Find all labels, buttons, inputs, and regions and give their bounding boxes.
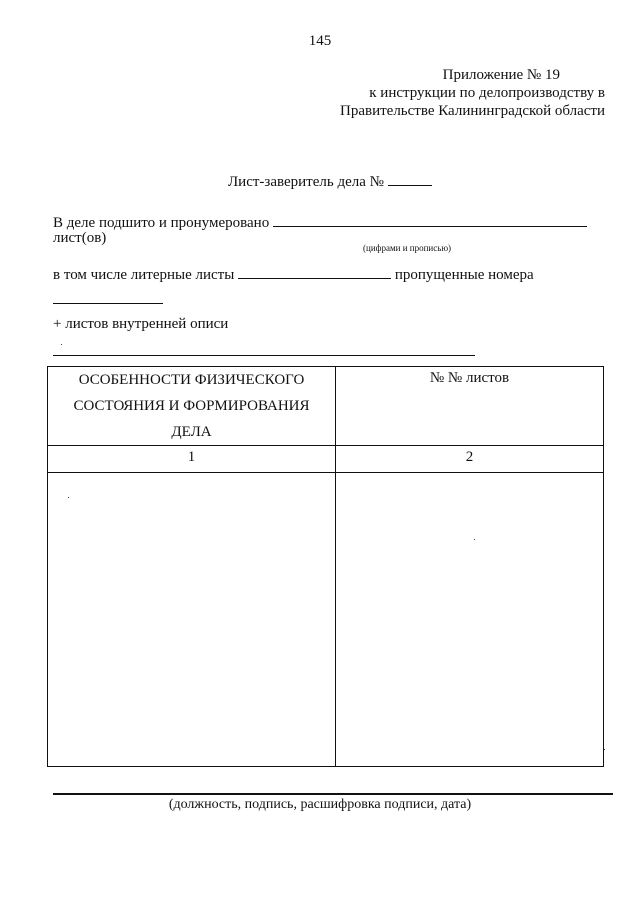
- scan-speck: [61, 344, 62, 345]
- letter-sheets-line: [53, 264, 534, 284]
- table-header-row: [48, 367, 604, 446]
- header-sheet-numbers-text: № № листов: [429, 370, 510, 386]
- scan-speck: [604, 749, 605, 750]
- missing-numbers-blank[interactable]: [53, 303, 163, 304]
- appendix-authority: Правительстве Калининградской области: [340, 103, 605, 119]
- pages-count-line: [53, 212, 587, 232]
- header-physical-condition-text: ОСОБЕННОСТИ ФИЗИЧЕСКОГО СОСТОЯНИЯ И ФОРМИРОВАНИЯ ДЕЛА: [73, 372, 310, 440]
- header-physical-condition: [48, 367, 336, 446]
- appendix-reference: к инструкции по делопроизводству в: [369, 85, 605, 101]
- inner-inventory-label: + листов внутренней описи: [53, 316, 229, 332]
- inner-inventory-blank[interactable]: [53, 355, 475, 356]
- pages-count-blank[interactable]: [273, 212, 587, 227]
- scan-speck: [474, 539, 475, 540]
- case-condition-table: [47, 366, 604, 767]
- pages-count-hint: (цифрами и прописью): [363, 243, 452, 253]
- page-number: 145: [308, 33, 332, 49]
- missing-numbers-label: пропущенные номера: [394, 267, 534, 283]
- condition-entry-cell[interactable]: [48, 473, 336, 767]
- letter-sheets-blank[interactable]: [238, 264, 391, 279]
- signature-line[interactable]: [53, 793, 613, 795]
- table-column-number-row: [48, 446, 604, 473]
- signature-caption: (должность, подпись, расшифровка подписи, дата): [168, 797, 472, 812]
- pages-count-suffix: лист(ов): [53, 230, 107, 246]
- letter-sheets-label: в том числе литерные листы: [53, 267, 235, 283]
- header-sheet-numbers: [336, 367, 604, 446]
- column-number-2: 2: [336, 446, 604, 473]
- appendix-number: Приложение № 19: [442, 67, 560, 83]
- case-number-blank[interactable]: [388, 171, 432, 186]
- sheet-numbers-entry-cell[interactable]: [336, 473, 604, 767]
- scan-speck: [68, 497, 69, 498]
- table-body-row: [48, 473, 604, 767]
- document-title: [228, 171, 432, 191]
- document-title-text: Лист-заверитель дела №: [228, 174, 384, 190]
- column-number-1: 1: [48, 446, 336, 473]
- pages-count-label: В деле подшито и пронумеровано: [53, 215, 270, 231]
